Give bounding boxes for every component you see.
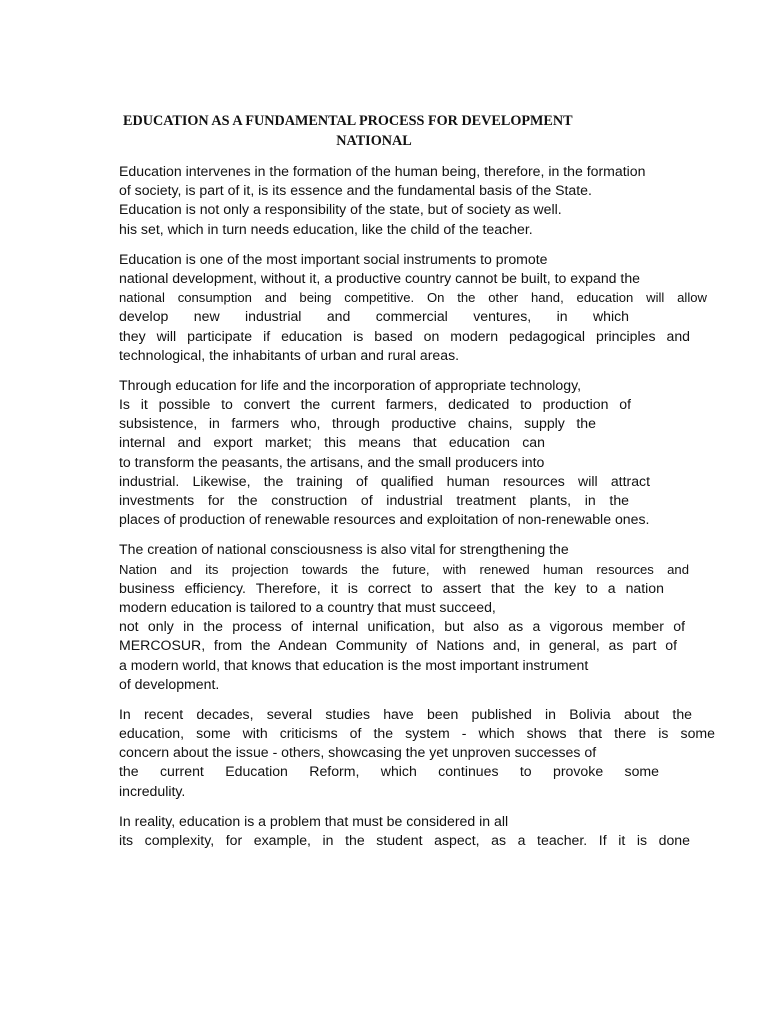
text-line: national development, without it, a productive country cannot be built, to expand the — [119, 269, 641, 286]
text-line: a modern world, that knows that education is the most important instrument — [119, 656, 589, 673]
text-line: national consumption and being competitive. On the other hand, education will allow — [119, 290, 707, 306]
text-line: Is it possible to convert the current farmers, dedicated to production of — [119, 396, 631, 413]
text-line: of society, is part of it, is its essence and the fundamental basis of the State. — [119, 182, 592, 199]
paragraph-2 — [119, 250, 719, 365]
text-line: to transform the peasants, the artisans, and the small producers into — [119, 453, 545, 470]
text-line: Education is not only a responsibility of the state, but of society as well. — [119, 201, 562, 218]
text-line: subsistence, in farmers who, through productive chains, supply the — [119, 415, 596, 432]
document-body — [119, 162, 719, 861]
text-line: internal and export market; this means that education can — [119, 434, 545, 451]
title-line-1: EDUCATION AS A FUNDAMENTAL PROCESS FOR DEVELOPMENT — [123, 113, 573, 129]
text-line: investments for the construction of industrial treatment plants, in the — [119, 492, 629, 508]
text-line: The creation of national consciousness is also vital for strengthening the — [119, 541, 569, 558]
paragraph-3 — [119, 376, 719, 530]
text-line: concern about the issue - others, showcasing the yet unproven successes of — [119, 744, 597, 761]
text-line: technological, the inhabitants of urban and rural areas. — [119, 346, 460, 363]
text-line: the current Education Reform, which continues to provoke some — [119, 763, 659, 780]
text-line: MERCOSUR, from the Andean Community of Nations and, in general, as part of — [119, 637, 677, 654]
title-line-2: NATIONAL — [336, 133, 412, 149]
text-line: business efficiency. Therefore, it is correct to assert that the key to a nation — [119, 579, 664, 596]
text-line: not only in the process of internal unification, but also as a vigorous member of — [119, 618, 685, 635]
text-line: his set, which in turn needs education, like the child of the teacher. — [119, 220, 533, 237]
text-line: Education intervenes in the formation of the human being, therefore, in the formation — [119, 163, 646, 179]
text-line: develop new industrial and commercial ventures, in which — [119, 308, 629, 325]
text-line: places of production of renewable resources and exploitation of non-renewable ones. — [119, 511, 650, 528]
paragraph-4 — [119, 540, 719, 694]
paragraph-1 — [119, 162, 719, 239]
paragraph-5 — [119, 705, 719, 801]
text-line: they will participate if education is based on modern pedagogical principles and — [119, 327, 690, 344]
text-line: its complexity, for example, in the student aspect, as a teacher. If it is done — [119, 832, 690, 848]
paragraph-6 — [119, 812, 719, 850]
text-line: industrial. Likewise, the training of qualified human resources will attract — [119, 472, 650, 489]
text-line: Through education for life and the incorporation of appropriate technology, — [119, 376, 582, 393]
text-line: In recent decades, several studies have been published in Bolivia about the — [119, 705, 692, 722]
text-line: education, some with criticisms of the system - which shows that there is some — [119, 725, 715, 742]
text-line: Education is one of the most important social instruments to promote — [119, 250, 548, 267]
text-line: In reality, education is a problem that must be considered in all — [119, 812, 509, 829]
text-line: incredulity. — [119, 782, 186, 799]
text-line: modern education is tailored to a country that must succeed, — [119, 598, 496, 615]
document-title — [100, 111, 648, 151]
text-line: of development. — [119, 675, 220, 692]
text-line: Nation and its projection towards the future, with renewed human resources and — [119, 561, 689, 577]
